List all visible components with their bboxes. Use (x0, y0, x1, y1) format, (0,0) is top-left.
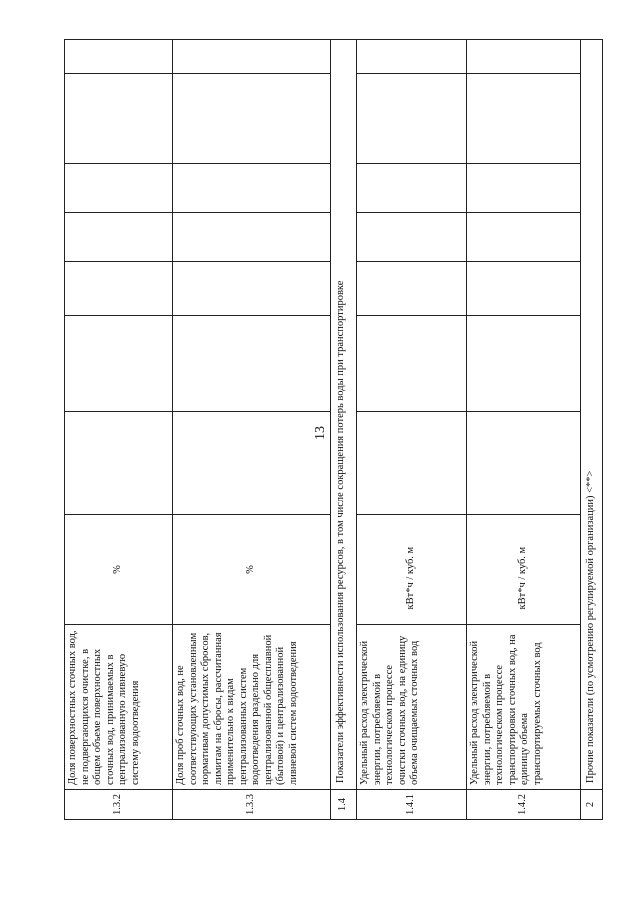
section-title: Прочие показатели (по усмотрению регулируемой организации) <**> (581, 40, 603, 790)
value-cell (173, 74, 331, 164)
value-cell (173, 262, 331, 316)
unit-cell: % (173, 515, 331, 625)
value-cell (65, 40, 173, 74)
value-cell (357, 213, 467, 262)
table-row (65, 40, 173, 820)
table-row (357, 40, 467, 820)
value-cell (467, 262, 581, 316)
section-title: Показатели эффективности использования ресурсов, в том числе сокращения потерь воды при транспортировке (331, 40, 357, 790)
value-cell (467, 316, 581, 412)
value-cell (173, 40, 331, 74)
value-cell (65, 164, 173, 213)
row-number: 1.4.2 (467, 790, 581, 820)
indicator-label: Доля проб сточных вод, не соответствующих установленным нормативам допустимых сбросов, лимитам на сбросы, рассчитанная применительно к видам централизованных систем водоотведения раздельно для централизованной общесплавной (бытовой) и централизованной ливневой систем водоотведения (173, 625, 331, 790)
row-number: 1.4.1 (357, 790, 467, 820)
table-row (173, 40, 331, 820)
table-row (467, 40, 581, 820)
value-cell (173, 164, 331, 213)
section-number: 1.4 (331, 790, 357, 820)
value-cell (357, 412, 467, 515)
value-cell (173, 412, 331, 515)
indicator-table (64, 40, 596, 820)
row-number: 1.3.3 (173, 790, 331, 820)
value-cell (467, 74, 581, 164)
unit-cell: % (65, 515, 173, 625)
page-number: 13 (313, 426, 328, 440)
unit-cell: кВт*ч / куб. м (357, 515, 467, 625)
indicator-label: Удельный расход электрической энергии, потребляемой в технологическом процессе очистки сточных вод, на единицу объема очищаемых сточных вод (357, 625, 467, 790)
value-cell (65, 213, 173, 262)
section-row (581, 40, 603, 820)
value-cell (357, 74, 467, 164)
value-cell (357, 262, 467, 316)
value-cell (65, 316, 173, 412)
value-cell (65, 262, 173, 316)
value-cell (357, 164, 467, 213)
row-number: 1.3.2 (65, 790, 173, 820)
indicator-label: Доля поверхностных сточных вод, не подвергающихся очистке, в общем объеме поверхностных сточных вод, принимаемых в централизованную ливневую систему водоотведения (65, 625, 173, 790)
value-cell (173, 316, 331, 412)
indicator-label: Удельный расход электрической энергии, потребляемой в технологическом процессе транспортировки сточных вод, на единицу объема транспортируемых сточных вод (467, 625, 581, 790)
value-cell (357, 40, 467, 74)
value-cell (65, 412, 173, 515)
value-cell (65, 74, 173, 164)
section-row (331, 40, 357, 820)
value-cell (173, 213, 331, 262)
value-cell (467, 213, 581, 262)
unit-cell: кВт*ч / куб. м (467, 515, 581, 625)
value-cell (357, 316, 467, 412)
value-cell (467, 40, 581, 74)
value-cell (467, 164, 581, 213)
section-number: 2 (581, 790, 603, 820)
value-cell (467, 412, 581, 515)
